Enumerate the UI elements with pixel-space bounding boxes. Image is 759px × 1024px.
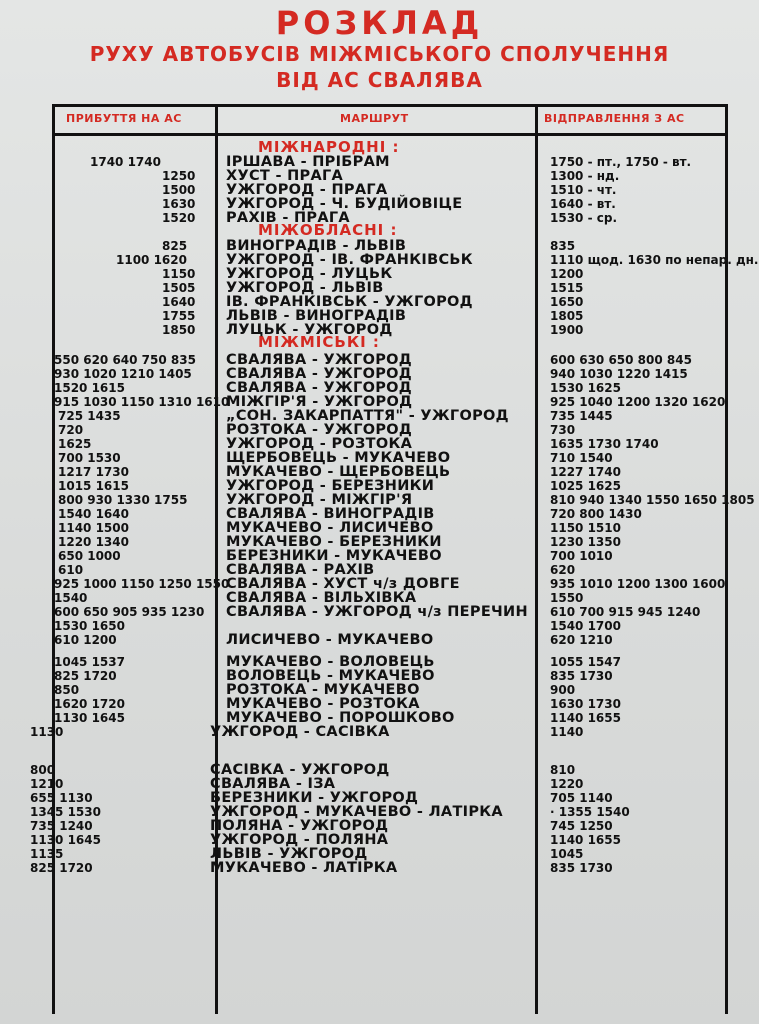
arrival-times: 1250 — [162, 169, 196, 183]
route-name: РОЗТОКА - УЖГОРОД — [226, 422, 413, 438]
table-top-border — [52, 104, 728, 107]
arrival-times: 610 1200 — [54, 633, 117, 647]
route-name: УЖГОРОД - БЕРЕЗНИКИ — [226, 478, 435, 494]
table-row — [0, 210, 759, 226]
route-name: ЛИСИЧЕВО - МУКАЧЕВО — [226, 632, 434, 648]
route-name: ХУСТ - ПРАГА — [226, 168, 344, 184]
arrival-times: 1140 1500 — [58, 521, 129, 535]
departure-times: 835 1730 — [550, 861, 613, 875]
route-name: ЛЬВІВ - УЖГОРОД — [210, 846, 368, 862]
departure-times: 925 1040 1200 1320 1620 — [550, 395, 726, 409]
arrival-times: 850 — [54, 683, 80, 697]
route-name: САСІВКА - УЖГОРОД — [210, 762, 390, 778]
arrival-times: 1045 1537 — [54, 655, 125, 669]
arrival-times: 1150 — [162, 267, 196, 281]
route-name: УЖГОРОД - САСІВКА — [210, 724, 390, 740]
arrival-times: 930 1020 1210 1405 — [54, 367, 192, 381]
route-name: БЕРЕЗНИКИ - МУКАЧЕВО — [226, 548, 442, 564]
departure-times: 1750 - пт., 1750 - вт. — [550, 155, 692, 169]
departure-times: 835 — [550, 239, 576, 253]
route-name: ЛЬВІВ - ВИНОГРАДІВ — [226, 308, 407, 324]
departure-times: · 1355 1540 — [550, 805, 630, 819]
header-route: МАРШРУТ — [340, 112, 409, 125]
arrival-times: 1755 — [162, 309, 196, 323]
departure-times: 705 1140 — [550, 791, 613, 805]
arrival-times: 1520 1615 — [54, 381, 125, 395]
arrival-times: 720 — [58, 423, 84, 437]
departure-times: 1550 — [550, 591, 584, 605]
route-name: ЛУЦЬК - УЖГОРОД — [226, 322, 393, 338]
arrival-times: 915 1030 1150 1310 1610 — [54, 395, 230, 409]
departure-times: 1635 1730 1740 — [550, 437, 659, 451]
departure-times: 600 630 650 800 845 — [550, 353, 692, 367]
schedule-subtitle: РУХУ АВТОБУСІВ МІЖМІСЬКОГО СПОЛУЧЕННЯ — [89, 42, 670, 66]
route-name: МУКАЧЕВО - ЛИСИЧЕВО — [226, 520, 434, 536]
route-name: УЖГОРОД - МІЖГІР'Я — [226, 492, 413, 508]
route-name: МУКАЧЕВО - ЩЕРБОВЕЦЬ — [226, 464, 451, 480]
departure-times: 1055 1547 — [550, 655, 621, 669]
departure-times: 745 1250 — [550, 819, 613, 833]
departure-times: 620 — [550, 563, 576, 577]
route-name: ВОЛОВЕЦЬ - МУКАЧЕВО — [226, 668, 435, 684]
arrival-times: 655 1130 — [30, 791, 93, 805]
departure-times: 1630 1730 — [550, 697, 621, 711]
route-name: СВАЛЯВА - УЖГОРОД — [226, 380, 412, 396]
header-arrival: ПРИБУТТЯ НА АС — [66, 112, 182, 125]
arrival-times: 800 930 1330 1755 — [58, 493, 188, 507]
departure-times: 1220 — [550, 777, 584, 791]
arrival-times: 550 620 640 750 835 — [54, 353, 196, 367]
arrival-times: 1620 1720 — [54, 697, 125, 711]
arrival-times: 1540 1640 — [58, 507, 129, 521]
arrival-times: 1135 — [30, 847, 64, 861]
schedule-station: ВІД АС СВАЛЯВА — [276, 68, 483, 92]
route-name: МУКАЧЕВО - ВОЛОВЕЦЬ — [226, 654, 435, 670]
route-name: УЖГОРОД - МУКАЧЕВО - ЛАТІРКА — [210, 804, 503, 820]
header-departure: ВІДПРАВЛЕННЯ З АС — [544, 112, 685, 125]
departure-times: 720 800 1430 — [550, 507, 642, 521]
route-name: МІЖГІР'Я - УЖГОРОД — [226, 394, 413, 410]
departure-times: 1300 - нд. — [550, 169, 620, 183]
arrival-times: 825 — [162, 239, 188, 253]
route-name: МУКАЧЕВО - ПОРОШКОВО — [226, 710, 455, 726]
arrival-times: 610 — [58, 563, 84, 577]
route-name: МУКАЧЕВО - БЕРЕЗНИКИ — [226, 534, 442, 550]
departure-times: 1805 — [550, 309, 584, 323]
departure-times: 940 1030 1220 1415 — [550, 367, 688, 381]
route-name: ПОЛЯНА - УЖГОРОД — [210, 818, 389, 834]
departure-times: 1045 — [550, 847, 584, 861]
table-row — [0, 724, 759, 740]
arrival-times: 735 1240 — [30, 819, 93, 833]
route-name: УЖГОРОД - ЛЬВІВ — [226, 280, 384, 296]
departure-times: 735 1445 — [550, 409, 613, 423]
arrival-times: 1500 — [162, 183, 196, 197]
route-name: УЖГОРОД - ПРАГА — [226, 182, 388, 198]
departure-times: 1200 — [550, 267, 584, 281]
arrival-times: 1130 1645 — [54, 711, 125, 725]
arrival-times: 1220 1340 — [58, 535, 129, 549]
arrival-times: 1530 1650 — [54, 619, 125, 633]
departure-times: 935 1010 1200 1300 1600 — [550, 577, 726, 591]
route-name: СВАЛЯВА - ХУСТ ч/з ДОВГЕ — [226, 576, 460, 592]
header-divider — [52, 133, 728, 136]
arrival-times: 1210 — [30, 777, 64, 791]
route-name: ІВ. ФРАНКІВСЬК - УЖГОРОД — [226, 294, 473, 310]
departure-times: 620 1210 — [550, 633, 613, 647]
table-row — [0, 322, 759, 338]
section-header: МІЖНАРОДНІ : — [258, 138, 400, 156]
arrival-times: 825 1720 — [30, 861, 93, 875]
departure-times: 1530 1625 — [550, 381, 621, 395]
route-name: СВАЛЯВА - УЖГОРОД — [226, 366, 412, 382]
route-name: УЖГОРОД - ЛУЦЬК — [226, 266, 393, 282]
route-name: ІРШАВА - ПРІБРАМ — [226, 154, 390, 170]
departure-times: 1230 1350 — [550, 535, 621, 549]
table-row — [0, 860, 759, 876]
departure-times: 1530 - ср. — [550, 211, 617, 225]
arrival-times: 1130 1645 — [30, 833, 101, 847]
arrival-times: 1520 — [162, 211, 196, 225]
arrival-times: 1640 — [162, 295, 196, 309]
departure-times: 1540 1700 — [550, 619, 621, 633]
schedule-title: РОЗКЛАД — [275, 4, 484, 42]
arrival-times: 1345 1530 — [30, 805, 101, 819]
route-name: УЖГОРОД - ПОЛЯНА — [210, 832, 389, 848]
departure-times: 900 — [550, 683, 576, 697]
departure-times: 1140 1655 — [550, 711, 621, 725]
departure-times: 1140 1655 — [550, 833, 621, 847]
route-name: СВАЛЯВА - УЖГОРОД — [226, 352, 412, 368]
departure-times: 835 1730 — [550, 669, 613, 683]
route-name: СВАЛЯВА - РАХІВ — [226, 562, 375, 578]
arrival-times: 1217 1730 — [58, 465, 129, 479]
arrival-times: 1540 — [54, 591, 88, 605]
arrival-times: 700 1530 — [58, 451, 121, 465]
arrival-times: 825 1720 — [54, 669, 117, 683]
arrival-times: 600 650 905 935 1230 — [54, 605, 205, 619]
departure-times: 1227 1740 — [550, 465, 621, 479]
departure-times: 700 1010 — [550, 549, 613, 563]
route-name: МУКАЧЕВО - ЛАТІРКА — [210, 860, 398, 876]
arrival-times: 1850 — [162, 323, 196, 337]
arrival-times: 1740 1740 — [90, 155, 161, 169]
arrival-times: 925 1000 1150 1250 1550 — [54, 577, 230, 591]
route-name: УЖГОРОД - ІВ. ФРАНКІВСЬК — [226, 252, 473, 268]
arrival-times: 1630 — [162, 197, 196, 211]
route-name: УЖГОРОД - Ч. БУДІЙОВІЦЕ — [226, 196, 463, 212]
departure-times: 810 940 1340 1550 1650 1805 — [550, 493, 755, 507]
departure-times: 1110 щод. 1630 по непар. дн. — [550, 253, 759, 267]
table-row — [0, 632, 759, 648]
departure-times: 610 700 915 945 1240 — [550, 605, 701, 619]
route-name: СВАЛЯВА - ВІЛЬХІВКА — [226, 590, 417, 606]
departure-times: 1900 — [550, 323, 584, 337]
departure-times: 1025 1625 — [550, 479, 621, 493]
departure-times: 1510 - чт. — [550, 183, 617, 197]
arrival-times: 1100 1620 — [116, 253, 187, 267]
route-name: СВАЛЯВА - ВИНОГРАДІВ — [226, 506, 435, 522]
arrival-times: 725 1435 — [58, 409, 121, 423]
route-name: БЕРЕЗНИКИ - УЖГОРОД — [210, 790, 419, 806]
route-name: СВАЛЯВА - УЖГОРОД ч/з ПЕРЕЧИН — [226, 604, 528, 620]
arrival-times: 1505 — [162, 281, 196, 295]
route-name: МУКАЧЕВО - РОЗТОКА — [226, 696, 420, 712]
departure-times: 1650 — [550, 295, 584, 309]
departure-times: 730 — [550, 423, 576, 437]
departure-times: 1140 — [550, 725, 584, 739]
route-name: УЖГОРОД - РОЗТОКА — [226, 436, 413, 452]
route-name: РОЗТОКА - МУКАЧЕВО — [226, 682, 420, 698]
arrival-times: 1625 — [58, 437, 92, 451]
arrival-times: 1130 — [30, 725, 64, 739]
arrival-times: 800 — [30, 763, 56, 777]
section-header: МІЖОБЛАСНІ : — [258, 221, 398, 239]
section-header: МІЖМІСЬКІ : — [258, 333, 380, 351]
route-name: ВИНОГРАДІВ - ЛЬВІВ — [226, 238, 407, 254]
departure-times: 1515 — [550, 281, 584, 295]
arrival-times: 1015 1615 — [58, 479, 129, 493]
departure-times: 810 — [550, 763, 576, 777]
route-name: СВАЛЯВА - ІЗА — [210, 776, 336, 792]
departure-times: 1150 1510 — [550, 521, 621, 535]
route-name: „СОН. ЗАКАРПАТТЯ" - УЖГОРОД — [226, 408, 509, 424]
departure-times: 710 1540 — [550, 451, 613, 465]
route-name: ЩЕРБОВЕЦЬ - МУКАЧЕВО — [226, 450, 451, 466]
departure-times: 1640 - вт. — [550, 197, 616, 211]
arrival-times: 650 1000 — [58, 549, 121, 563]
route-name: РАХІВ - ПРАГА — [226, 210, 350, 226]
